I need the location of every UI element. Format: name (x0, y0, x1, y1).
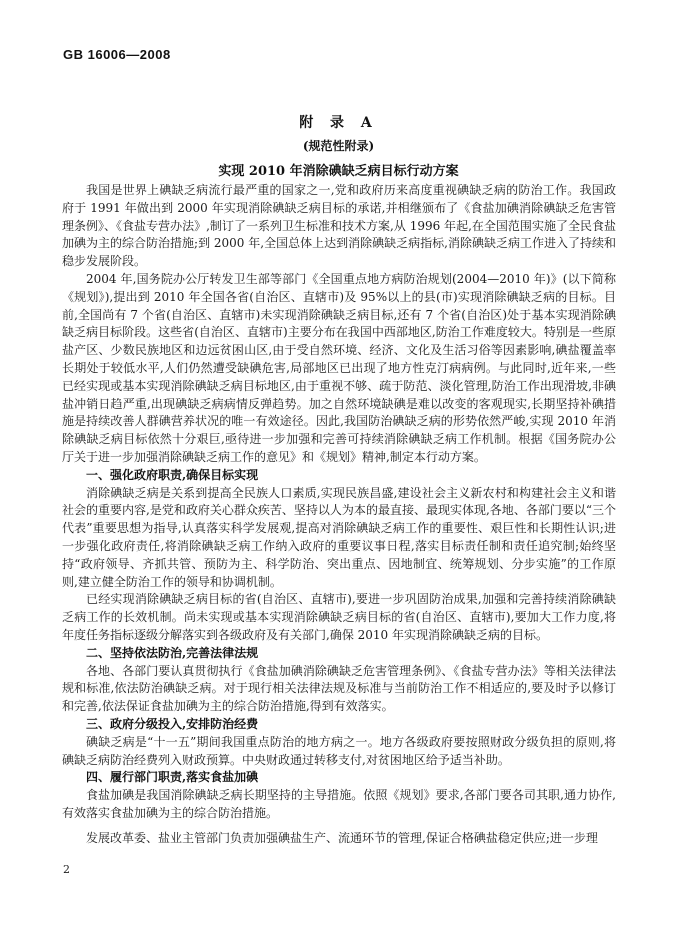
body-paragraph: 2004 年,国务院办公厅转发卫生部等部门《全国重点地方病防治规划(2004—2010 年)》(以下简称《规划》),提出到 2010 年全国各省(自治区、直辖市)及 95%以上的县(市)实现消除碘缺乏病的目标。目前,全国尚有 7 个省(自治区、直辖市)未实现消除碘缺乏病目标,还有 7 个省(自治区)处于基本实现消除碘缺乏病目标阶段。这些省(自治区、直辖市)主要分布在我国中西部地区,防治工作难度较大。特别是一些原盐产区、少数民族地区和边远贫困山区,由于受自然环境、经济、文化及生活习俗等因素影响,碘盐覆盖率长期处于较低水平,人们仍然遭受缺碘危害,局部地区已出现了地方性克汀病病例。与此同时,近年来,一些已经实现或基本实现消除碘缺乏病目标地区,由于重视不够、疏于防范、淡化管理,防治工作出现滑坡,非碘盐冲销日趋严重,出现碘缺乏病病情反弹趋势。加之自然环境缺碘是难以改变的客观现实,长期坚持补碘措施是持续改善人群碘营养状况的唯一有效途径。因此,我国防治碘缺乏病的形势依然严峻,实现 2010 年消除碘缺乏病目标依然十分艰巨,亟待进一步加强和完善可持续消除碘缺乏病工作机制。根据《国务院办公厅关于进一步加强消除碘缺乏病工作的意见》和《规划》精神,制定本行动方案。 (62, 271, 616, 464)
document-body (62, 182, 616, 847)
action-plan-title: 实现 2010 年消除碘缺乏病目标行动方案 (218, 164, 459, 179)
section-heading-1: 一、强化政府职责,确保目标实现 (86, 467, 259, 482)
page-number: 2 (63, 863, 70, 876)
appendix-label: 附 录 A (299, 115, 378, 131)
body-paragraph: 碘缺乏病是“十一五”期间我国重点防治的地方病之一。地方各级政府要按照财政分级负担的原则,将碘缺乏病防治经费列入财政预算。中央财政通过转移支付,对贫困地区给予适当补助。 (62, 734, 616, 767)
body-paragraph: 已经实现消除碘缺乏病目标的省(自治区、直辖市),要进一步巩固防治成果,加强和完善持续消除碘缺乏病工作的长效机制。尚未实现或基本实现消除碘缺乏病目标的省(自治区、直辖市),要加大工作力度,将年度任务指标逐级分解落实到各级政府及有关部门,确保 2010 年实现消除碘缺乏病的目标。 (62, 592, 616, 642)
section-heading-2: 二、坚持依法防治,完善法律法规 (86, 645, 259, 660)
body-paragraph: 食盐加碘是我国消除碘缺乏病长期坚持的主导措施。依照《规划》要求,各部门要各司其职,通力协作,有效落实食盐加碘为主的综合防治措施。 (62, 788, 616, 820)
section-heading-3: 三、政府分级投入,安排防治经费 (86, 716, 259, 731)
body-paragraph: 消除碘缺乏病是关系到提高全民族人口素质,实现民族昌盛,建设社会主义新农村和构建社会主义和谐社会的重要内容,是党和政府关心群众疾苦、坚持以人为本的最直接、最现实体现,各地、各部门要以“三个代表”重要思想为指导,认真落实科学发展观,提高对消除碘缺乏病工作的重要性、艰巨性和长期性认识;进一步强化政府责任,将消除碘缺乏病工作纳入政府的重要议事日程,落实目标责任制和责任追究制;始终坚持“政府领导、齐抓共管、预防为主、科学防治、突出重点、因地制宜、统筹规划、分步实施”的工作原则,建立健全防治工作的领导和协调机制。 (62, 485, 616, 589)
standard-number: GB 16006—2008 (63, 47, 171, 62)
section-heading-4: 四、履行部门职责,落实食盐加碘 (86, 770, 259, 785)
body-paragraph: 发展改革委、盐业主管部门负责加强碘盐生产、流通环节的管理,保证合格碘盐稳定供应;进一步理 (86, 830, 598, 845)
appendix-type-label: (规范性附录) (302, 139, 375, 153)
title-block (0, 112, 677, 179)
body-paragraph: 我国是世界上碘缺乏病流行最严重的国家之一,党和政府历来高度重视碘缺乏病的防治工作。我国政府于 1991 年做出到 2000 年实现消除碘缺乏病目标的承诺,并相继颁布了《食盐加碘消除碘缺乏危害管理条例》、《食盐专营办法》,制订了一系列卫生标准和技术方案,从 1996 年起,在全国范围实施了全民食盐加碘为主的综合防治措施;到 2000 年,全国总体上达到消除碘缺乏病指标,消除碘缺乏病工作进入了持续和稳步发展阶段。 (62, 183, 616, 269)
body-paragraph: 各地、各部门要认真贯彻执行《食盐加碘消除碘缺乏危害管理条例》、《食盐专营办法》等相关法律法规和标准,依法防治碘缺乏病。对于现行相关法律法规及标准与当前防治工作不相适应的,要及时予以修订和完善,依法保证食盐加碘为主的综合防治措施,得到有效落实。 (62, 663, 616, 714)
